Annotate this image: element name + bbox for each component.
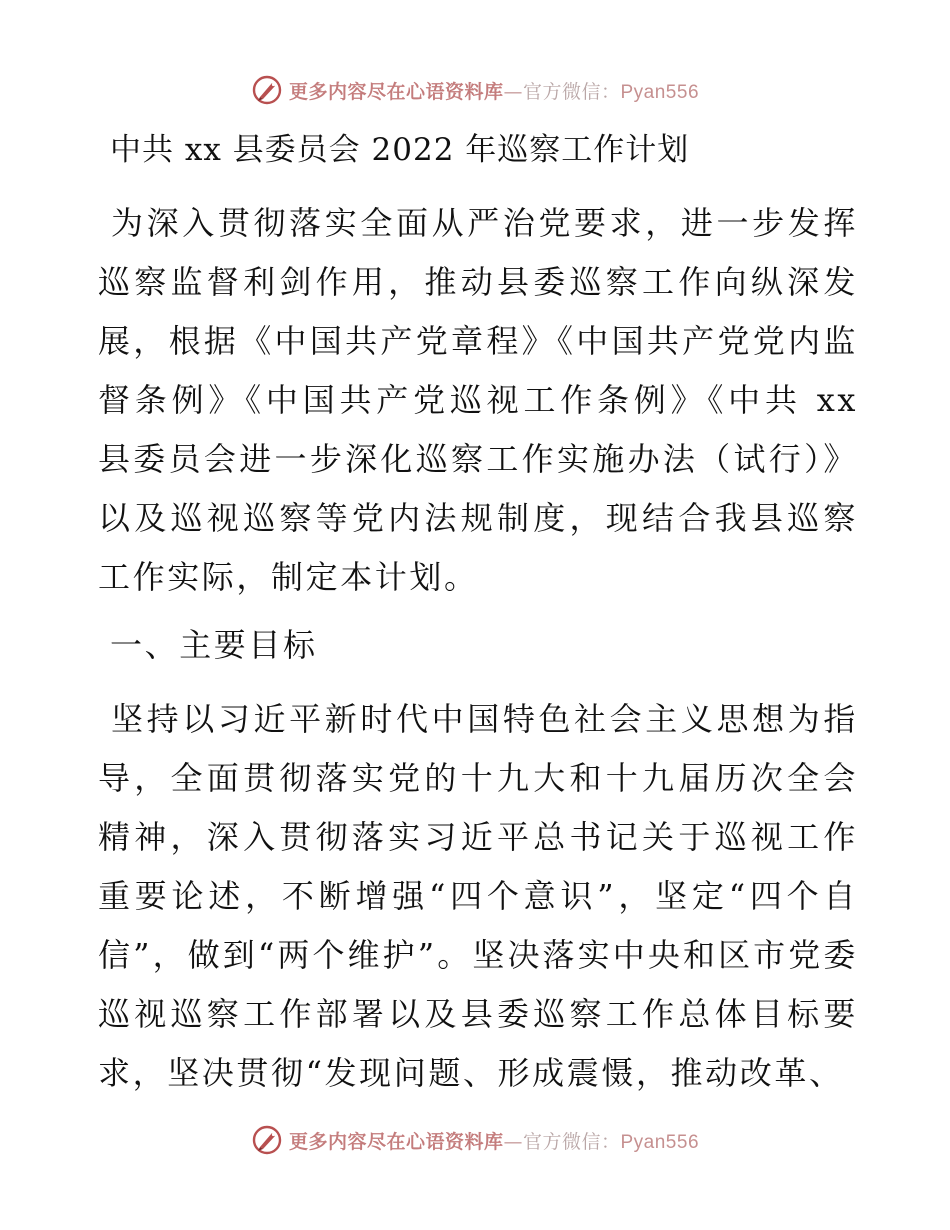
pen-logo-icon bbox=[251, 74, 283, 106]
intro-paragraph bbox=[98, 194, 858, 607]
watermark-footer-wechat-id: Pyan556 bbox=[620, 1131, 700, 1153]
watermark-footer-content bbox=[251, 1124, 699, 1156]
watermark-footer-brand: 更多内容尽在心语资料库 bbox=[288, 1130, 504, 1153]
watermark-footer-text bbox=[289, 1127, 699, 1154]
watermark-brand: 更多内容尽在心语资料库 bbox=[288, 80, 504, 103]
watermark-text bbox=[289, 77, 699, 104]
watermark-dash: — bbox=[503, 80, 523, 103]
watermark-header bbox=[0, 70, 950, 110]
section-heading-main-goals: 一、主要目标 bbox=[110, 626, 318, 664]
watermark-wechat-label: 官方微信： bbox=[522, 80, 621, 103]
watermark-wechat-id: Pyan556 bbox=[620, 81, 700, 103]
watermark-footer-dash: — bbox=[503, 1130, 523, 1153]
watermark-content bbox=[251, 74, 699, 106]
intro-paragraph-text: 为深入贯彻落实全面从严治党要求，进一步发挥巡察监督利剑作用，推动县委巡察工作向纵深发展，根据《中国共产党章程》《中国共产党党内监督条例》《中国共产党巡视工作条例》《中共 xx 县委员会进一步深化巡察工作实施办法（试行）》以及巡视巡察等党内法规制度，现结合我县巡察工作实际，制定本计划。 bbox=[98, 204, 858, 596]
section-1-paragraph-text: 坚持以习近平新时代中国特色社会主义思想为指导，全面贯彻落实党的十九大和十九届历次全会精神，深入贯彻落实习近平总书记关于巡视工作重要论述，不断增强“四个意识”，坚定“四个自信”，做到“两个维护”。坚决落实中央和区市党委巡视巡察工作部署以及县委巡察工作总体目标要求，坚决贯彻“发现问题、形成震慑，推动改革、 bbox=[98, 700, 858, 1092]
watermark-footer-wechat-label: 官方微信： bbox=[522, 1130, 621, 1153]
pen-logo-icon bbox=[251, 1124, 283, 1156]
section-1-paragraph bbox=[98, 690, 858, 1103]
watermark-footer bbox=[0, 1120, 950, 1160]
document-title: 中共 xx 县委员会 2022 年巡察工作计划 bbox=[110, 132, 690, 168]
